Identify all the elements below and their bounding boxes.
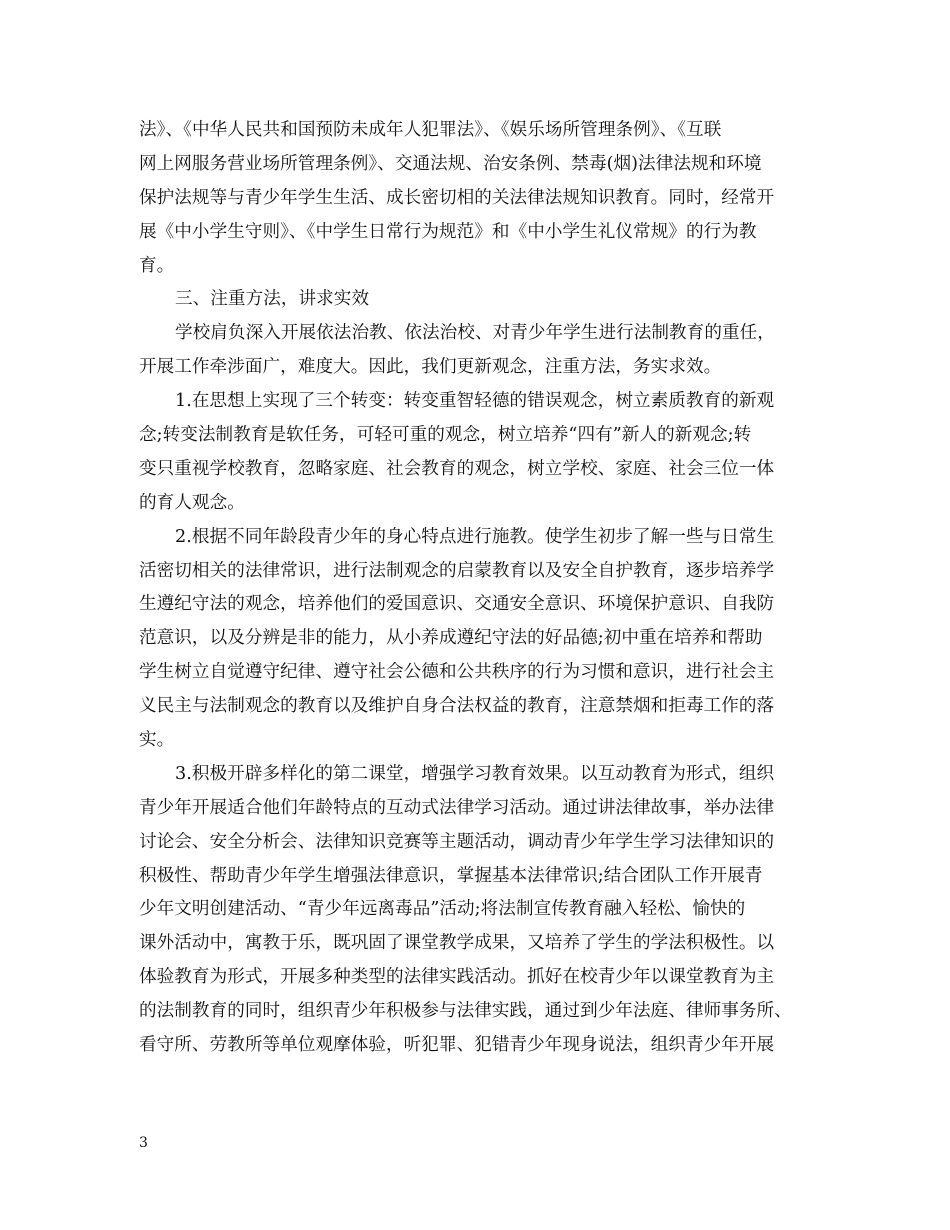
text-line: 3.积极开辟多样化的第二课堂，增强学习教育效果。以互动教育为形式，组织	[175, 763, 775, 784]
text-line: 学生树立自觉遵守纪律、遵守社会公德和公共秩序的行为习惯和意识，进行社会主	[139, 662, 775, 683]
text-line: 体验教育为形式，开展多种类型的法律实践活动。抓好在校青少年以课堂教育为主	[139, 967, 775, 988]
text-line: 青少年开展适合他们年龄特点的互动式法律学习活动。通过讲法律故事，举办法律	[139, 797, 775, 818]
text-line: 1.在思想上实现了三个转变：转变重智轻德的错误观念，树立素质教育的新观	[175, 391, 775, 412]
text-line: 积极性、帮助青少年学生增强法律意识，掌握基本法律常识;结合团队工作开展青	[139, 865, 763, 886]
text-line: 讨论会、安全分析会、法律知识竞赛等主题活动，调动青少年学生学习法律知识的	[139, 831, 775, 852]
text-line: 三、注重方法，讲求实效	[175, 289, 370, 310]
text-line: 变只重视学校教育，忽略家庭、社会教育的观念，树立学校、家庭、社会三位一体	[139, 458, 775, 479]
text-line: 育。	[139, 255, 175, 276]
text-line: 法》、《中华人民共和国预防未成年人犯罪法》、《娱乐场所管理条例》、《互联	[139, 120, 722, 140]
text-line: 保护法规等与青少年学生生活、成长密切相的关法律法规知识教育。同时，经常开	[139, 187, 775, 208]
text-line: 的法制教育的同时，组织青少年积极参与法律实践，通过到少年法庭、律师事务所、	[139, 1001, 792, 1022]
text-line: 展《中小学生守则》、《中学生日常行为规范》和《中小学生礼仪常规》的行为教	[139, 221, 757, 242]
text-line: 看守所、劳教所等单位观摩体验，听犯罪、犯错青少年现身说法，组织青少年开展	[139, 1035, 775, 1056]
document-body	[139, 114, 815, 1063]
text-line: 范意识，以及分辨是非的能力，从小养成遵纪守法的好品德;初中重在培养和帮助	[139, 628, 763, 649]
text-line: 2.根据不同年龄段青少年的身心特点进行施教。使学生初步了解一些与日常生	[175, 526, 775, 547]
page-number: 3	[139, 1135, 148, 1151]
text-line: 开展工作牵涉面广，难度大。因此，我们更新观念，注重方法，务实求效。	[139, 357, 722, 378]
text-line: 的育人观念。	[139, 492, 245, 513]
text-line: 学校肩负深入开展依法治教、依法治校、对青少年学生进行法制教育的重任，	[175, 323, 775, 344]
text-line: 实。	[139, 730, 175, 751]
text-line: 少年文明创建活动、“青少年远离毒品”活动;将法制宣传教育融入轻松、愉快的	[139, 899, 746, 920]
text-line: 生遵纪守法的观念，培养他们的爱国意识、交通安全意识、环境保护意识、自我防	[139, 594, 775, 615]
text-line: 课外活动中，寓教于乐，既巩固了课堂教学成果，又培养了学生的学法积极性。以	[139, 933, 775, 954]
text-line: 活密切相关的法律常识，进行法制观念的启蒙教育以及安全自护教育，逐步培养学	[139, 560, 775, 581]
text-line: 念;转变法制教育是软任务，可轻可重的观念，树立培养“四有”新人的新观念;转	[139, 425, 752, 446]
text-line: 义民主与法制观念的教育以及维护自身合法权益的教育，注意禁烟和拒毒工作的落	[139, 696, 775, 717]
text-line: 网上网服务营业场所管理条例》、交通法规、治安条例、禁毒(烟)法律法规和环境	[139, 153, 762, 174]
